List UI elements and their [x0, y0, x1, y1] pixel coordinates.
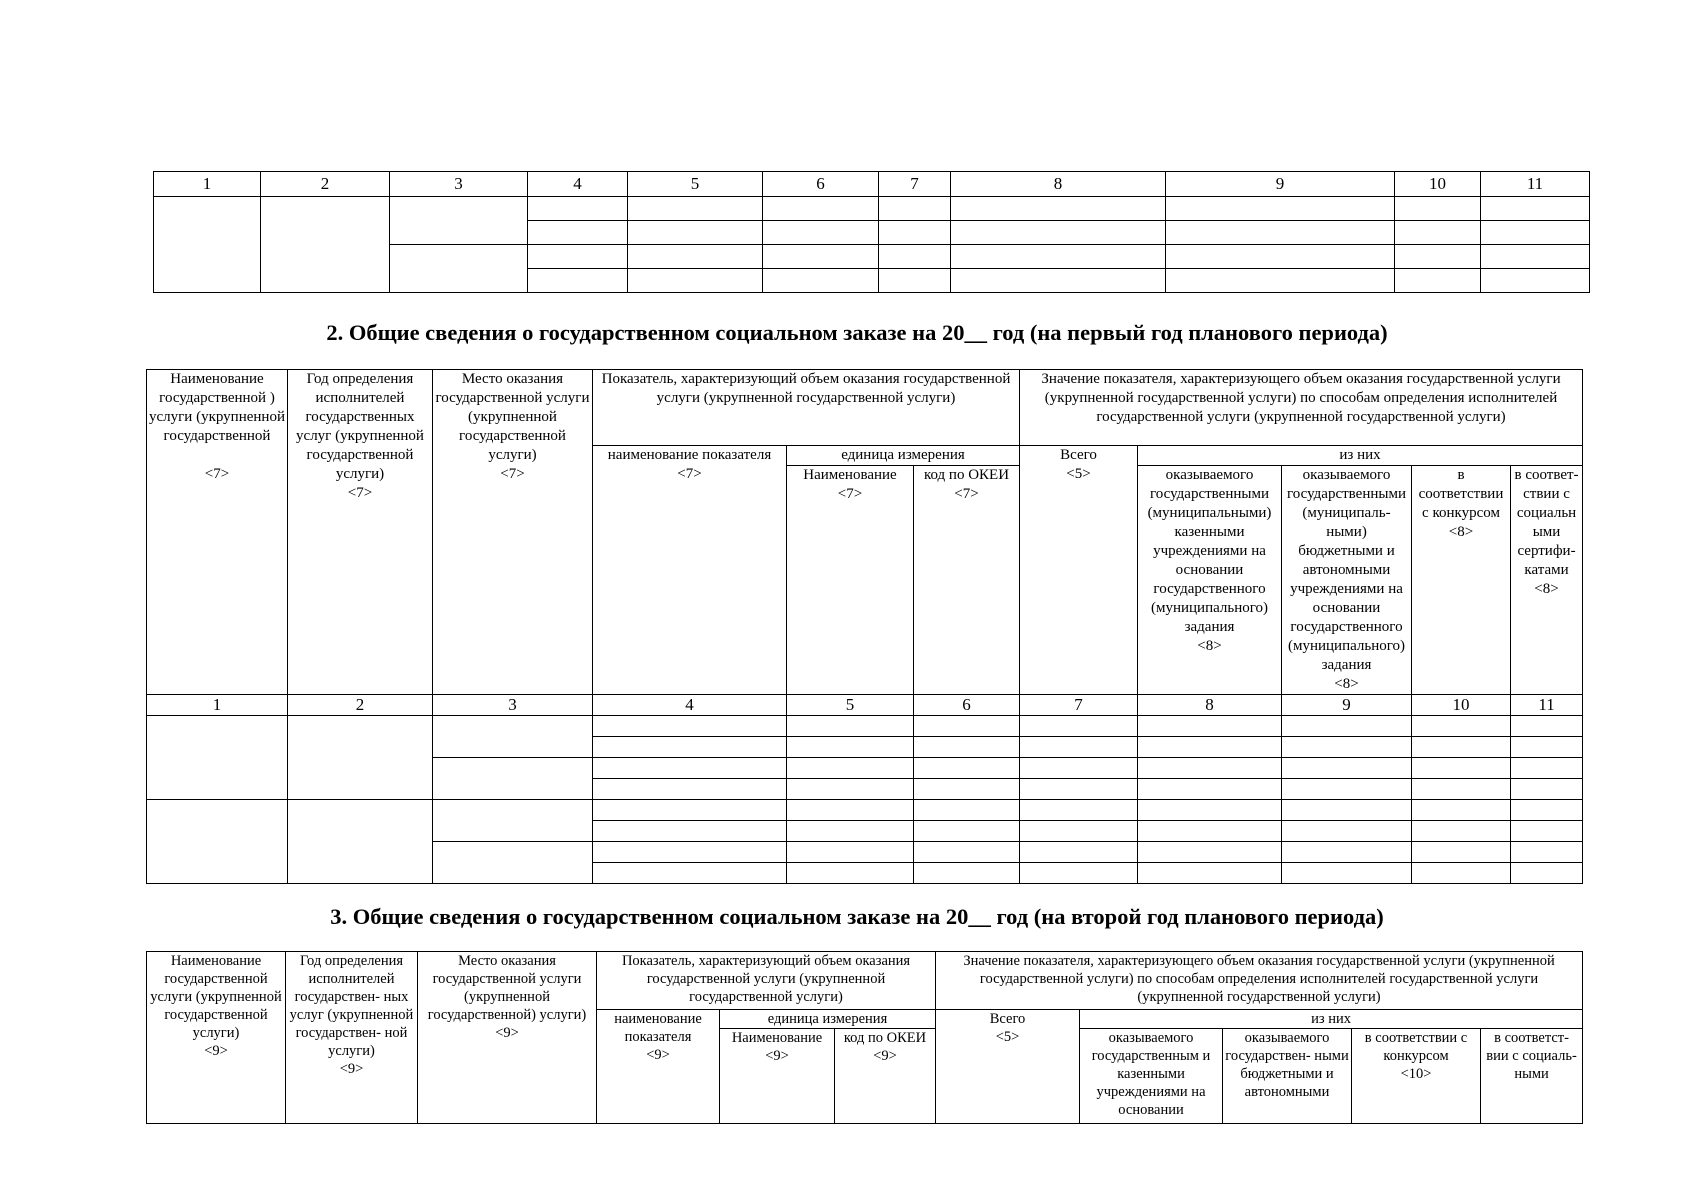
- table-cell[interactable]: [593, 779, 787, 800]
- column-number: 2: [261, 172, 390, 197]
- column-number: 5: [628, 172, 763, 197]
- budget-header: [1282, 466, 1412, 695]
- table-cell[interactable]: [914, 842, 1020, 863]
- column-number: 3: [433, 695, 593, 716]
- table-cell[interactable]: [593, 737, 787, 758]
- table-cell[interactable]: [433, 800, 593, 842]
- place-header: [433, 370, 593, 695]
- footnote-ref: <9>: [765, 1048, 789, 1064]
- unit-name-header: [720, 1029, 835, 1124]
- footnote-ref: <8>: [1334, 676, 1359, 692]
- indicator-name-header: [597, 1010, 720, 1124]
- table-cell[interactable]: [787, 821, 914, 842]
- table-cell[interactable]: [628, 221, 763, 245]
- indicator-group-header: Показатель, характеризующий объем оказания государственной услуги (укрупненной государственной услуги): [593, 370, 1020, 446]
- konkurs-label: в соответствии с конкурсом: [1418, 467, 1504, 521]
- table-cell[interactable]: [1511, 842, 1583, 863]
- table-cell[interactable]: [1511, 821, 1583, 842]
- total-label: Всего: [989, 1011, 1026, 1027]
- place-label: Место оказания государственной услуги (укрупненной государственной) услуги): [427, 953, 587, 1023]
- table-row: [154, 197, 1590, 221]
- table-cell[interactable]: [593, 863, 787, 884]
- footnote-ref: <5>: [1066, 466, 1091, 482]
- table-cell[interactable]: [787, 863, 914, 884]
- table-cell[interactable]: [787, 716, 914, 737]
- table-cell[interactable]: [763, 245, 879, 269]
- table-cell[interactable]: [1412, 821, 1511, 842]
- table-cell[interactable]: [1412, 779, 1511, 800]
- table-cell[interactable]: [1412, 842, 1511, 863]
- table-cell[interactable]: [1412, 758, 1511, 779]
- table-cell[interactable]: [763, 221, 879, 245]
- footnote-ref: <8>: [1448, 524, 1474, 540]
- table-cell[interactable]: [1138, 863, 1282, 884]
- table-cell[interactable]: [433, 716, 593, 758]
- kazennye-label: оказываемого государственными (муниципальными) казенными учреждениями на основании государственного (муниципального) задания: [1147, 467, 1272, 635]
- table-cell[interactable]: [763, 197, 879, 221]
- unit-group-header: единица измерения: [787, 446, 1020, 466]
- table-cell[interactable]: [1395, 197, 1481, 221]
- footnote-ref: <8>: [1197, 638, 1222, 654]
- table-cell[interactable]: [1282, 758, 1412, 779]
- place-label: Место оказания государственной услуги (укрупненной государственной услуги): [435, 371, 590, 463]
- table-cell[interactable]: [528, 197, 628, 221]
- table-cell[interactable]: [1282, 821, 1412, 842]
- table-cell[interactable]: [1481, 197, 1590, 221]
- table-cell[interactable]: [1282, 800, 1412, 821]
- service-name-label: Наименование государственной ) услуги (укрупненной государственной: [149, 371, 285, 444]
- table-cell[interactable]: [433, 842, 593, 884]
- table-cell[interactable]: [951, 221, 1166, 245]
- table-cell[interactable]: [914, 800, 1020, 821]
- table-cell[interactable]: [879, 197, 951, 221]
- table-cell[interactable]: [879, 269, 951, 293]
- total-header: [936, 1010, 1080, 1124]
- table-cell[interactable]: [1412, 800, 1511, 821]
- table-cell[interactable]: [593, 716, 787, 737]
- unit-group-header: единица измерения: [720, 1010, 936, 1029]
- table-3: [146, 951, 1583, 1124]
- konkurs-label: в соответствии с конкурсом: [1364, 1030, 1468, 1064]
- table-cell[interactable]: [593, 800, 787, 821]
- table-cell[interactable]: [1481, 269, 1590, 293]
- column-number: 2: [288, 695, 433, 716]
- kazennye-label: оказываемого государственным и казенными учреждениями на основании: [1091, 1030, 1211, 1118]
- table-cell[interactable]: [914, 758, 1020, 779]
- okei-header: [914, 466, 1020, 695]
- unit-name-label: Наименование: [803, 467, 897, 483]
- table-cell[interactable]: [1138, 842, 1282, 863]
- table-cell[interactable]: [528, 245, 628, 269]
- okei-label: код по ОКЕИ: [923, 467, 1010, 483]
- certificates-label: в соответст- вии с социаль- ными: [1486, 1030, 1577, 1082]
- table-2-header-row-1: [147, 370, 1583, 446]
- service-name-header: [147, 370, 288, 695]
- table-cell[interactable]: [288, 716, 433, 800]
- table-cell[interactable]: [288, 800, 433, 884]
- table-cell[interactable]: [147, 800, 288, 884]
- table-cell[interactable]: [763, 269, 879, 293]
- year-header: [288, 370, 433, 695]
- table-2: [146, 369, 1583, 884]
- table-2-column-numbers: [147, 695, 1583, 716]
- table-cell[interactable]: [914, 779, 1020, 800]
- footnote-ref: <5>: [995, 1029, 1020, 1045]
- table-cell[interactable]: [1282, 716, 1412, 737]
- column-number: 3: [390, 172, 528, 197]
- table-cell[interactable]: [951, 197, 1166, 221]
- table-cell[interactable]: [1020, 842, 1138, 863]
- table-cell[interactable]: [1481, 245, 1590, 269]
- table-cell[interactable]: [147, 716, 288, 800]
- table-cell[interactable]: [1282, 842, 1412, 863]
- table-cell[interactable]: [951, 245, 1166, 269]
- table-cell[interactable]: [1138, 716, 1282, 737]
- table-cell[interactable]: [433, 758, 593, 800]
- footnote-ref: <9>: [646, 1047, 670, 1063]
- kazennye-header: [1080, 1029, 1223, 1124]
- footnote-ref: <9>: [873, 1048, 897, 1064]
- indicator-name-label: наименование показателя: [607, 447, 772, 463]
- budget-label: оказываемого государствен- ными бюджетными и автономными: [1225, 1030, 1349, 1100]
- table-cell[interactable]: [1395, 221, 1481, 245]
- table-cell[interactable]: [390, 197, 528, 245]
- column-number: 1: [154, 172, 261, 197]
- column-number: 4: [593, 695, 787, 716]
- year-header: [286, 952, 418, 1124]
- unit-name-label: Наименование: [731, 1030, 823, 1046]
- footnote-ref: <9>: [339, 1061, 364, 1077]
- footnote-ref: <7>: [677, 466, 702, 482]
- value-group-header: Значение показателя, характеризующего объем оказания государственной услуги (укрупненной государственной услуги) по способам определения исполнителей государственной услуги (укрупненной государственной услуги): [936, 952, 1583, 1010]
- table-cell[interactable]: [1481, 221, 1590, 245]
- footnote-ref: <10>: [1400, 1066, 1432, 1082]
- service-name-label: Наименование государственной услуги (укрупненной государственной услуги): [150, 953, 282, 1041]
- table-cell[interactable]: [914, 863, 1020, 884]
- table-1-column-numbers: [154, 172, 1590, 197]
- konkurs-header: [1352, 1029, 1481, 1124]
- table-cell[interactable]: [1511, 779, 1583, 800]
- of-them-header: из них: [1080, 1010, 1583, 1029]
- table-cell[interactable]: [628, 269, 763, 293]
- table-cell[interactable]: [593, 842, 787, 863]
- column-number: 6: [914, 695, 1020, 716]
- table-cell[interactable]: [1166, 245, 1395, 269]
- column-number: 4: [528, 172, 628, 197]
- table-cell[interactable]: [528, 221, 628, 245]
- section-2-title: 2. Общие сведения о государственном социальном заказе на 20__ год (на первый год планового периода): [326, 320, 1388, 345]
- footnote-ref: <7>: [204, 466, 230, 482]
- table-cell[interactable]: [1166, 269, 1395, 293]
- table-cell[interactable]: [1282, 863, 1412, 884]
- place-header: [418, 952, 597, 1124]
- table-cell[interactable]: [593, 821, 787, 842]
- table-cell[interactable]: [1138, 800, 1282, 821]
- column-number: 6: [763, 172, 879, 197]
- table-cell[interactable]: [628, 197, 763, 221]
- okei-label: код по ОКЕИ: [843, 1030, 927, 1046]
- total-label: Всего: [1060, 447, 1097, 463]
- section-3-title: 3. Общие сведения о государственном социальном заказе на 20__ год (на второй год планового периода): [330, 904, 1384, 929]
- table-cell[interactable]: [787, 842, 914, 863]
- column-number: 8: [1138, 695, 1282, 716]
- table-cell[interactable]: [1511, 716, 1583, 737]
- table-1: [153, 171, 1590, 293]
- table-cell[interactable]: [914, 821, 1020, 842]
- table-cell[interactable]: [1020, 758, 1138, 779]
- footnote-ref: <7>: [500, 466, 525, 482]
- table-cell[interactable]: [1511, 758, 1583, 779]
- column-number: 1: [147, 695, 288, 716]
- indicator-group-header: Показатель, характеризующий объем оказания государственной услуги (укрупненной государственной услуги): [597, 952, 936, 1010]
- table-cell[interactable]: [1282, 779, 1412, 800]
- table-cell[interactable]: [787, 779, 914, 800]
- certificates-header: [1481, 1029, 1583, 1124]
- column-number: 5: [787, 695, 914, 716]
- footnote-ref: <7>: [347, 485, 373, 501]
- footnote-ref: <8>: [1534, 581, 1559, 597]
- konkurs-header: [1412, 466, 1511, 695]
- column-number: 7: [879, 172, 951, 197]
- table-cell[interactable]: [914, 737, 1020, 758]
- table-row: [147, 800, 1583, 821]
- table-cell[interactable]: [1138, 779, 1282, 800]
- table-cell[interactable]: [1511, 863, 1583, 884]
- table-cell[interactable]: [879, 221, 951, 245]
- table-cell[interactable]: [1020, 716, 1138, 737]
- footnote-ref: <9>: [495, 1025, 519, 1041]
- table-cell[interactable]: [593, 758, 787, 779]
- table-cell[interactable]: [1020, 779, 1138, 800]
- column-number: 7: [1020, 695, 1138, 716]
- certificates-label: в соответ- ствии с социальн ыми сертифи- катами: [1514, 467, 1579, 578]
- footnote-ref: <7>: [954, 486, 979, 502]
- table-cell[interactable]: [1412, 716, 1511, 737]
- table-cell[interactable]: [1395, 269, 1481, 293]
- total-header: [1020, 446, 1138, 695]
- column-number: 9: [1282, 695, 1412, 716]
- table-cell[interactable]: [1395, 245, 1481, 269]
- table-cell[interactable]: [1511, 800, 1583, 821]
- table-cell[interactable]: [1138, 737, 1282, 758]
- table-cell[interactable]: [1020, 821, 1138, 842]
- table-cell[interactable]: [879, 245, 951, 269]
- table-cell[interactable]: [787, 758, 914, 779]
- table-cell[interactable]: [261, 197, 390, 293]
- footnote-ref: <9>: [204, 1043, 228, 1059]
- table-cell[interactable]: [914, 716, 1020, 737]
- table-cell[interactable]: [1020, 800, 1138, 821]
- table-cell[interactable]: [1412, 737, 1511, 758]
- certificates-header: [1511, 466, 1583, 695]
- okei-header: [835, 1029, 936, 1124]
- table-cell[interactable]: [1166, 221, 1395, 245]
- table-cell[interactable]: [154, 197, 261, 293]
- table-cell[interactable]: [390, 245, 528, 293]
- column-number: 10: [1395, 172, 1481, 197]
- table-cell[interactable]: [1166, 197, 1395, 221]
- table-cell[interactable]: [1020, 737, 1138, 758]
- column-number: 9: [1166, 172, 1395, 197]
- footnote-ref: <7>: [837, 486, 863, 502]
- table-cell[interactable]: [628, 245, 763, 269]
- table-cell[interactable]: [951, 269, 1166, 293]
- table-3-header-row-1: [147, 952, 1583, 1010]
- table-cell[interactable]: [1511, 737, 1583, 758]
- table-cell[interactable]: [1282, 737, 1412, 758]
- column-number: 10: [1412, 695, 1511, 716]
- budget-label: оказываемого государственными (муниципаль- ными) бюджетными и автономными учреждениями на основании государственного (муниципального) задания: [1287, 467, 1406, 673]
- value-group-header: Значение показателя, характеризующего объем оказания государственной услуги (укрупненной государственной услуги) по способам определения исполнителей государственной услуги (укрупненной государственной услуги): [1020, 370, 1583, 446]
- column-number: 11: [1511, 695, 1583, 716]
- table-cell[interactable]: [1412, 863, 1511, 884]
- indicator-name-label: наименование показателя: [614, 1011, 702, 1045]
- indicator-name-header: [593, 446, 787, 695]
- column-number: 8: [951, 172, 1166, 197]
- table-cell[interactable]: [1138, 821, 1282, 842]
- table-cell[interactable]: [528, 269, 628, 293]
- year-label: Год определения исполнителей государственных услуг (укрупненной государственной услуги): [296, 371, 424, 482]
- table-cell[interactable]: [1138, 758, 1282, 779]
- service-name-header: [147, 952, 286, 1124]
- unit-name-header: [787, 466, 914, 695]
- table-cell[interactable]: [1020, 863, 1138, 884]
- table-cell[interactable]: [787, 737, 914, 758]
- column-number: 11: [1481, 172, 1590, 197]
- kazennye-header: [1138, 466, 1282, 695]
- budget-header: [1223, 1029, 1352, 1124]
- year-label: Год определения исполнителей государствен- ных услуг (укрупненной государствен- ной услуги): [289, 953, 414, 1059]
- of-them-header: из них: [1138, 446, 1583, 466]
- table-row: [147, 716, 1583, 737]
- table-cell[interactable]: [787, 800, 914, 821]
